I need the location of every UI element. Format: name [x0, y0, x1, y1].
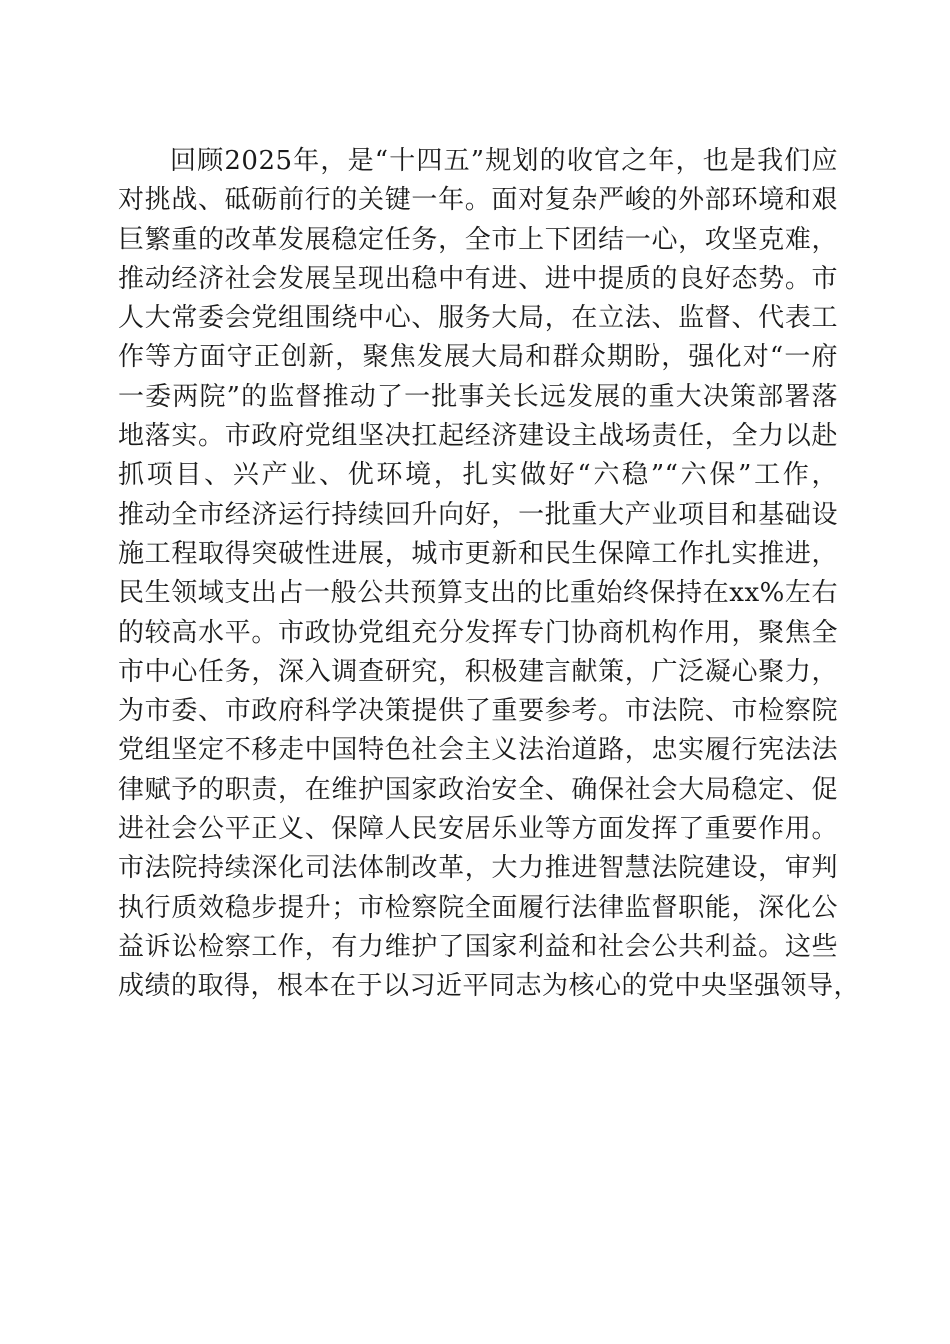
- paragraph-line: 市中心任务，深入调查研究，积极建言献策，广泛凝心聚力，: [118, 656, 838, 687]
- body-paragraph: [118, 142, 861, 1007]
- paragraph-line: 巨繁重的改革发展稳定任务，全市上下团结一心，攻坚克难，: [118, 224, 838, 255]
- paragraph-line: 市法院持续深化司法体制改革，大力推进智慧法院建设，审判: [118, 853, 838, 884]
- paragraph-line: 施工程取得突破性进展，城市更新和民生保障工作扎实推进，: [118, 538, 838, 569]
- paragraph-line: 益诉讼检察工作，有力维护了国家利益和社会公共利益。这些: [118, 931, 838, 962]
- paragraph-line: 党组坚定不移走中国特色社会主义法治道路，忠实履行宪法法: [118, 735, 838, 766]
- paragraph-line: 作等方面守正创新，聚焦发展大局和群众期盼，强化对“一府: [118, 342, 838, 373]
- paragraph-line: 的较高水平。市政协党组充分发挥专门协商机构作用，聚焦全: [118, 617, 838, 648]
- paragraph-line: 为市委、市政府科学决策提供了重要参考。市法院、市检察院: [118, 696, 838, 727]
- paragraph-line: 人大常委会党组围绕中心、服务大局，在立法、监督、代表工: [118, 303, 838, 334]
- paragraph-line: 律赋予的职责，在维护国家政治安全、确保社会大局稳定、促: [118, 774, 838, 805]
- paragraph-line: 成绩的取得，根本在于以习近平同志为核心的党中央坚强领导，: [118, 971, 861, 1002]
- paragraph-line: 进社会公平正义、保障人民安居乐业等方面发挥了重要作用。: [118, 814, 838, 845]
- paragraph-line: 推动经济社会发展呈现出稳中有进、进中提质的良好态势。市: [118, 263, 838, 294]
- paragraph-line: 地落实。市政府党组坚决扛起经济建设主战场责任，全力以赴: [118, 421, 838, 452]
- paragraph-line: 民生领域支出占一般公共预算支出的比重始终保持在xx%左右: [118, 578, 838, 609]
- paragraph-line: 执行质效稳步提升；市检察院全面履行法律监督职能，深化公: [118, 892, 838, 923]
- paragraph-line: 一委两院”的监督推动了一批事关长远发展的重大决策部署落: [118, 381, 838, 412]
- paragraph-line: 抓项目、兴产业、优环境，扎实做好“六稳”“六保”工作，: [118, 460, 838, 491]
- paragraph-line: 推动全市经济运行持续回升向好，一批重大产业项目和基础设: [118, 499, 838, 530]
- paragraph-line: 对挑战、砥砺前行的关键一年。面对复杂严峻的外部环境和艰: [118, 185, 838, 216]
- paragraph-line: 回顾2025年，是“十四五”规划的收官之年，也是我们应: [170, 146, 838, 176]
